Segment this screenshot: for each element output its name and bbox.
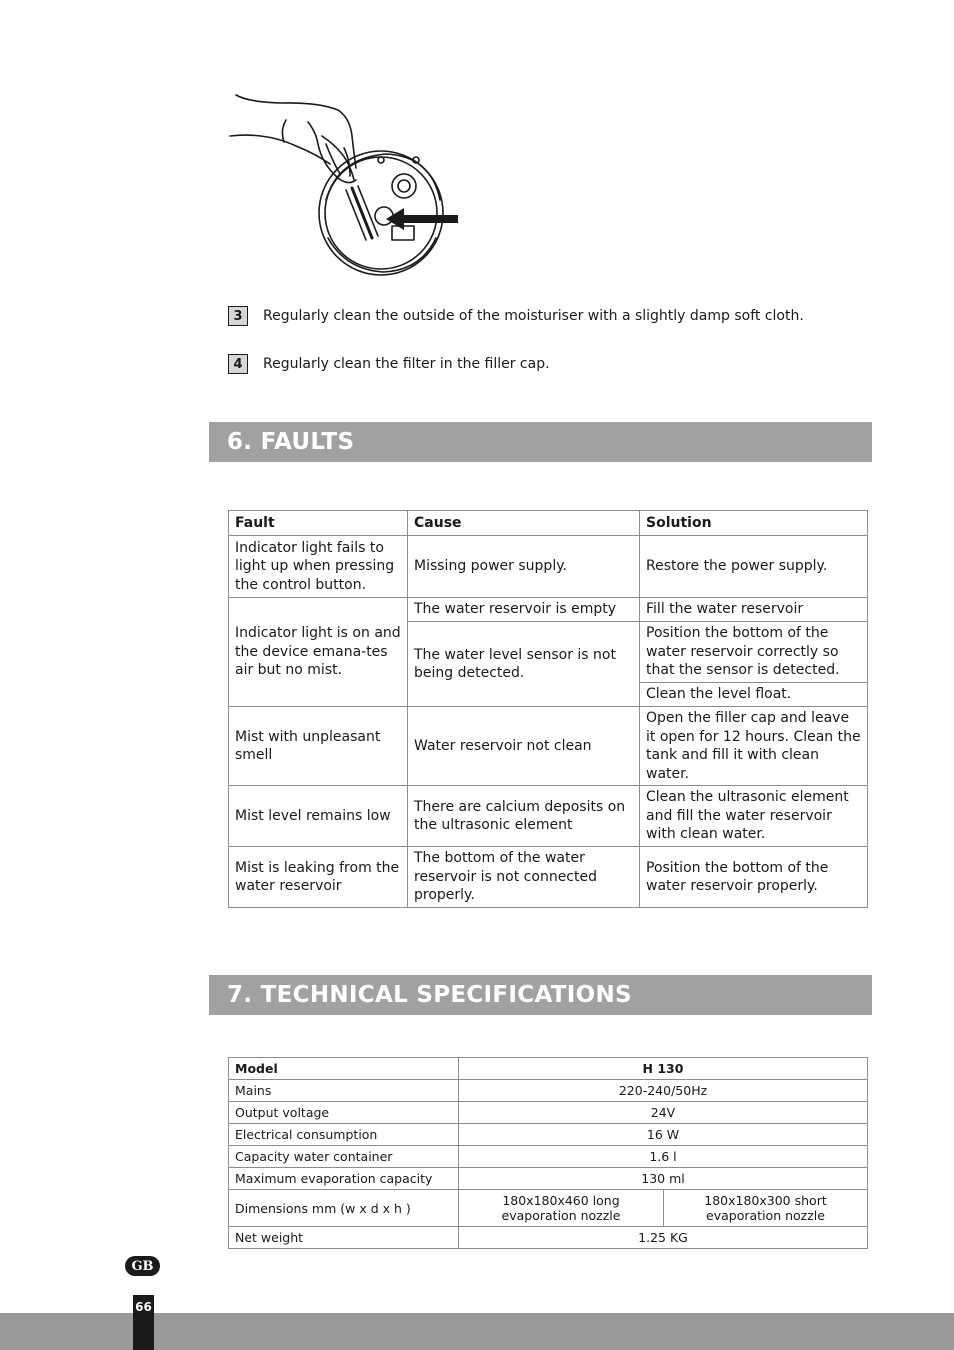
spec-label: Net weight [229, 1227, 459, 1249]
table-row [229, 1168, 868, 1190]
spec-value: 24V [459, 1102, 868, 1124]
table-row [229, 1227, 868, 1249]
table-row [229, 1146, 868, 1168]
cause-cell: There are calcium deposits on the ultrasonic element [408, 786, 640, 847]
fault-cell: Mist is leaking from the water reservoir [229, 847, 408, 908]
spec-value: 220-240/50Hz [459, 1080, 868, 1102]
solution-cell: Restore the power supply. [640, 536, 868, 598]
table-row [229, 707, 868, 786]
fault-cell: Mist level remains low [229, 786, 408, 847]
spec-label: Maximum evaporation capacity [229, 1168, 459, 1190]
table-row [229, 786, 868, 847]
spec-label: Capacity water container [229, 1146, 459, 1168]
cause-cell: Water reservoir not clean [408, 707, 640, 786]
table-row [229, 847, 868, 908]
cause-cell: The bottom of the water reservoir is not connected properly. [408, 847, 640, 908]
step-text: Regularly clean the outside of the moisturiser with a slightly damp soft cloth. [263, 308, 804, 324]
step-3 [228, 306, 804, 326]
fault-cell: Indicator light is on and the device emana-tes air but no mist. [229, 598, 408, 707]
table-row [229, 1102, 868, 1124]
step-number: 3 [228, 306, 248, 326]
step-number: 4 [228, 354, 248, 374]
solution-cell: Position the bottom of the water reservoir properly. [640, 847, 868, 908]
faults-heading: 6. FAULTS [209, 422, 872, 462]
table-header-row [229, 511, 868, 536]
spec-label: Dimensions mm (w x d x h ) [229, 1190, 459, 1227]
fault-cell: Mist with unpleasant smell [229, 707, 408, 786]
page-number: 66 [133, 1295, 154, 1350]
solution-cell: Open the filler cap and leave it open for 12 hours. Clean the tank and fill it with clean water. [640, 707, 868, 786]
spec-value: 1.25 KG [459, 1227, 868, 1249]
cleaning-illustration [226, 88, 466, 280]
spec-value-short-nozzle: 180x180x300 short evaporation nozzle [664, 1190, 868, 1227]
column-header-solution: Solution [640, 511, 868, 536]
specs-heading: 7. TECHNICAL SPECIFICATIONS [209, 975, 872, 1015]
solution-cell: Clean the level float. [640, 683, 868, 707]
spec-label: Mains [229, 1080, 459, 1102]
spec-value: 130 ml [459, 1168, 868, 1190]
cause-cell: Missing power supply. [408, 536, 640, 598]
step-4 [228, 354, 550, 374]
cause-cell: The water reservoir is empty [408, 598, 640, 622]
spec-label: Electrical consumption [229, 1124, 459, 1146]
table-row [229, 1190, 868, 1227]
solution-cell: Position the bottom of the water reservoir correctly so that the sensor is detected. [640, 622, 868, 683]
table-row [229, 1080, 868, 1102]
spec-label: Model [229, 1058, 459, 1080]
language-badge: GB [125, 1256, 160, 1276]
faults-table [228, 510, 868, 908]
spec-value: H 130 [459, 1058, 868, 1080]
spec-value: 1.6 l [459, 1146, 868, 1168]
table-row [229, 1124, 868, 1146]
table-row [229, 536, 868, 598]
spec-value: 16 W [459, 1124, 868, 1146]
fault-cell: Indicator light fails to light up when pressing the control button. [229, 536, 408, 598]
spec-value-long-nozzle: 180x180x460 long evaporation nozzle [459, 1190, 664, 1227]
column-header-fault: Fault [229, 511, 408, 536]
specs-table [228, 1057, 868, 1249]
solution-cell: Clean the ultrasonic element and fill the water reservoir with clean water. [640, 786, 868, 847]
table-header-row [229, 1058, 868, 1080]
step-text: Regularly clean the filter in the filler cap. [263, 356, 550, 372]
spec-label: Output voltage [229, 1102, 459, 1124]
solution-cell: Fill the water reservoir [640, 598, 868, 622]
cause-cell: The water level sensor is not being detected. [408, 622, 640, 707]
column-header-cause: Cause [408, 511, 640, 536]
table-row [229, 598, 868, 622]
